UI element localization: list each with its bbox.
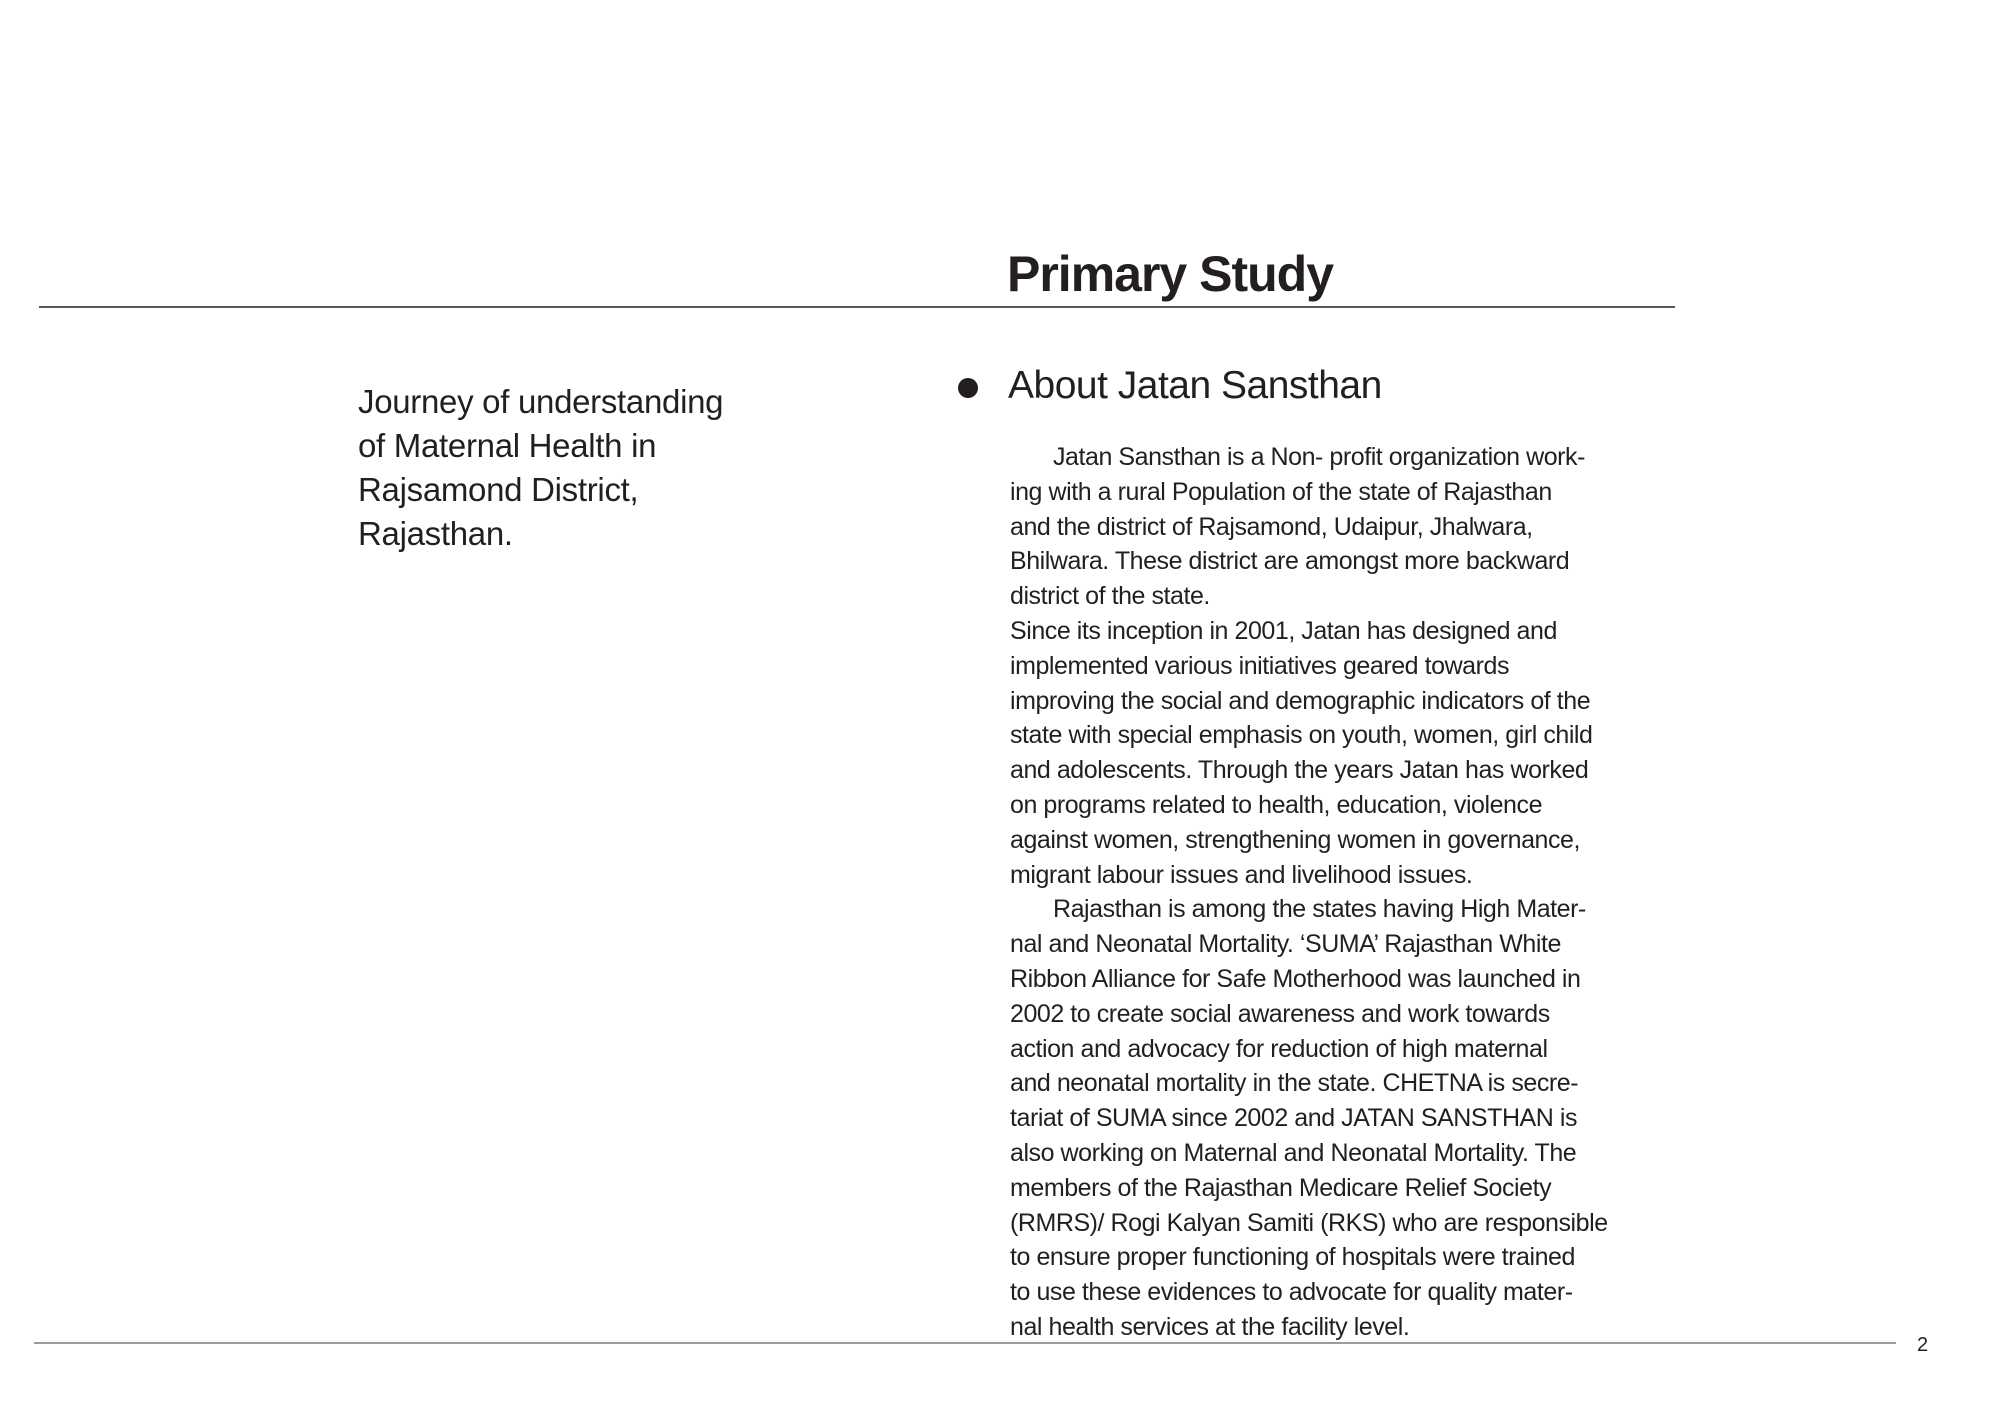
body-line: improving the social and demographic indicators of the [1010, 686, 1591, 715]
body-line: ing with a rural Population of the state of Rajasthan [1010, 477, 1552, 506]
body-line: 2002 to create social awareness and work towards [1010, 999, 1550, 1028]
page-number: 2 [1917, 1334, 1929, 1356]
body-line: on programs related to health, education, violence [1010, 790, 1543, 819]
side-caption-line: Rajasthan. [358, 515, 513, 552]
section-heading: About Jatan Sansthan [1008, 364, 1382, 407]
body-line: action and advocacy for reduction of high maternal [1010, 1034, 1548, 1063]
body-line: migrant labour issues and livelihood issues. [1010, 860, 1473, 889]
side-caption [358, 380, 798, 556]
side-caption-line: Journey of understanding [358, 383, 724, 420]
body-line: implemented various initiatives geared towards [1010, 651, 1510, 680]
body-line: Ribbon Alliance for Safe Motherhood was launched in [1010, 964, 1581, 993]
body-line: also working on Maternal and Neonatal Mortality. The [1010, 1138, 1577, 1167]
side-caption-line: of Maternal Health in [358, 427, 657, 464]
body-line: Jatan Sansthan is a Non- profit organization work- [1053, 443, 1585, 471]
bullet-icon [958, 378, 978, 398]
body-line: against women, strengthening women in governance, [1010, 825, 1580, 854]
body-line: to ensure proper functioning of hospitals were trained [1010, 1243, 1575, 1272]
body-line: members of the Rajasthan Medicare Relief Society [1010, 1173, 1552, 1202]
body-line: state with special emphasis on youth, women, girl child [1010, 721, 1593, 750]
body-line: to use these evidences to advocate for quality mater- [1010, 1278, 1573, 1307]
body-line: and adolescents. Through the years Jatan has worked [1010, 756, 1589, 785]
footer-divider [34, 1342, 1896, 1344]
body-line: Rajasthan is among the states having High Mater- [1053, 895, 1586, 924]
section-body [1010, 440, 1670, 1345]
body-line: Bhilwara. These district are amongst more backward [1010, 547, 1570, 576]
body-line: and neonatal mortality in the state. CHETNA is secre- [1010, 1069, 1579, 1098]
side-caption-line: Rajsamond District, [358, 471, 639, 508]
body-line: and the district of Rajsamond, Udaipur, Jhalwara, [1010, 512, 1533, 541]
body-line: Since its inception in 2001, Jatan has designed and [1010, 616, 1557, 645]
body-line: nal and Neonatal Mortality. ‘SUMA’ Rajasthan White [1010, 930, 1561, 959]
header-divider [39, 306, 1675, 308]
body-line: nal health services at the facility level. [1010, 1312, 1410, 1341]
page-title: Primary Study [1007, 246, 1334, 302]
body-line: district of the state. [1010, 582, 1210, 611]
body-line: (RMRS)/ Rogi Kalyan Samiti (RKS) who are responsible [1010, 1208, 1608, 1237]
body-line: tariat of SUMA since 2002 and JATAN SANSTHAN is [1010, 1104, 1578, 1133]
